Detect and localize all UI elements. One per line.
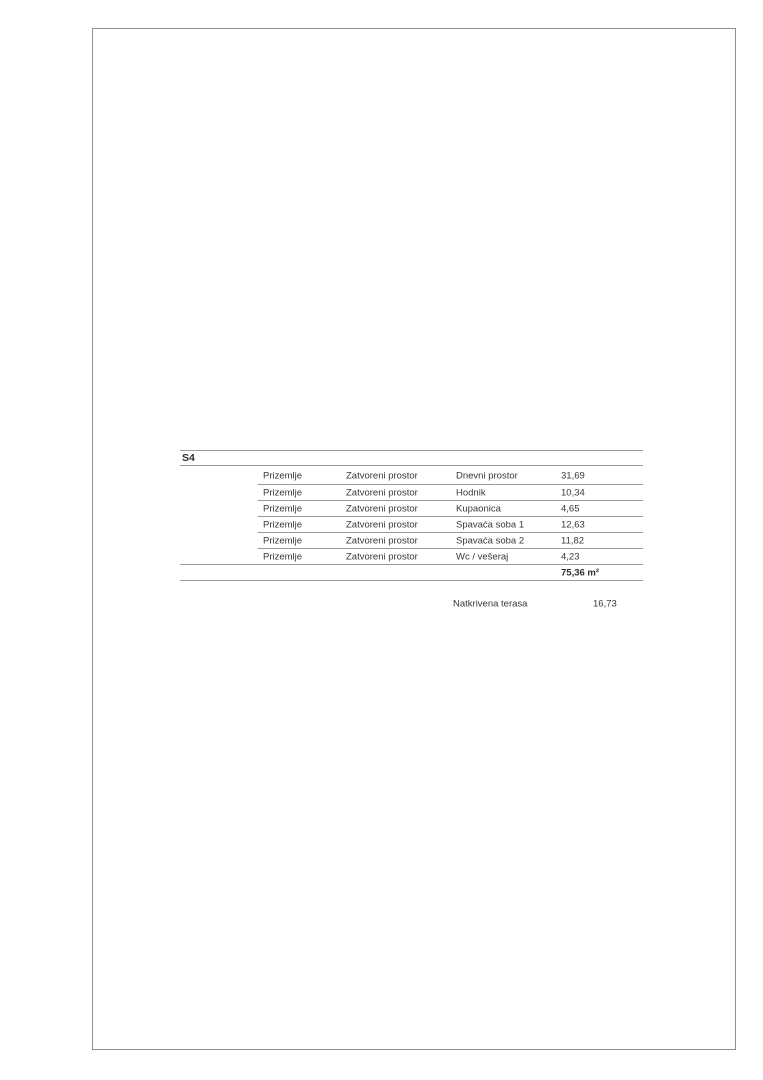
terrace-area: 16,73 (593, 598, 617, 610)
section-header-row (180, 451, 643, 466)
cell-area: 4,23 (561, 551, 580, 562)
table-row (180, 485, 643, 501)
cell-room: Wc / vešeraj (456, 551, 509, 562)
table-row (180, 466, 643, 485)
cell-floor: Prizemlje (263, 535, 303, 547)
cell-room: Kupaonica (456, 503, 501, 515)
cell-floor: Prizemlje (263, 503, 303, 515)
terrace-row (180, 595, 643, 613)
cell-area: 12,63 (561, 519, 585, 531)
cell-room: Hodnik (456, 487, 486, 499)
table-row (180, 501, 643, 517)
total-area: 75,36 m² (561, 567, 600, 578)
cell-area: 10,34 (561, 487, 585, 499)
cell-floor: Prizemlje (263, 470, 303, 481)
cell-floor: Prizemlje (263, 519, 303, 531)
cell-area: 11,82 (561, 535, 585, 547)
cell-room: Spavaća soba 1 (456, 519, 525, 531)
terrace-label: Natkrivena terasa (453, 598, 528, 610)
cell-space-type: Zatvoreni prostor (346, 503, 418, 515)
cell-space-type: Zatvoreni prostor (346, 487, 418, 499)
cell-floor: Prizemlje (263, 487, 303, 499)
document-page (92, 28, 736, 1050)
area-table (180, 450, 643, 613)
cell-area: 4,65 (561, 503, 580, 515)
cell-space-type: Zatvoreni prostor (346, 519, 418, 531)
cell-space-type: Zatvoreni prostor (346, 535, 418, 547)
cell-space-type: Zatvoreni prostor (346, 551, 418, 562)
table-row (180, 533, 643, 549)
cell-space-type: Zatvoreni prostor (346, 470, 418, 481)
section-title: S4 (182, 452, 195, 464)
cell-area: 31,69 (561, 470, 585, 481)
cell-floor: Prizemlje (263, 551, 303, 562)
cell-room: Spavaća soba 2 (456, 535, 525, 547)
table-row (180, 549, 643, 565)
table-row (180, 517, 643, 533)
cell-room: Dnevni prostor (456, 470, 518, 481)
total-row (180, 565, 643, 581)
